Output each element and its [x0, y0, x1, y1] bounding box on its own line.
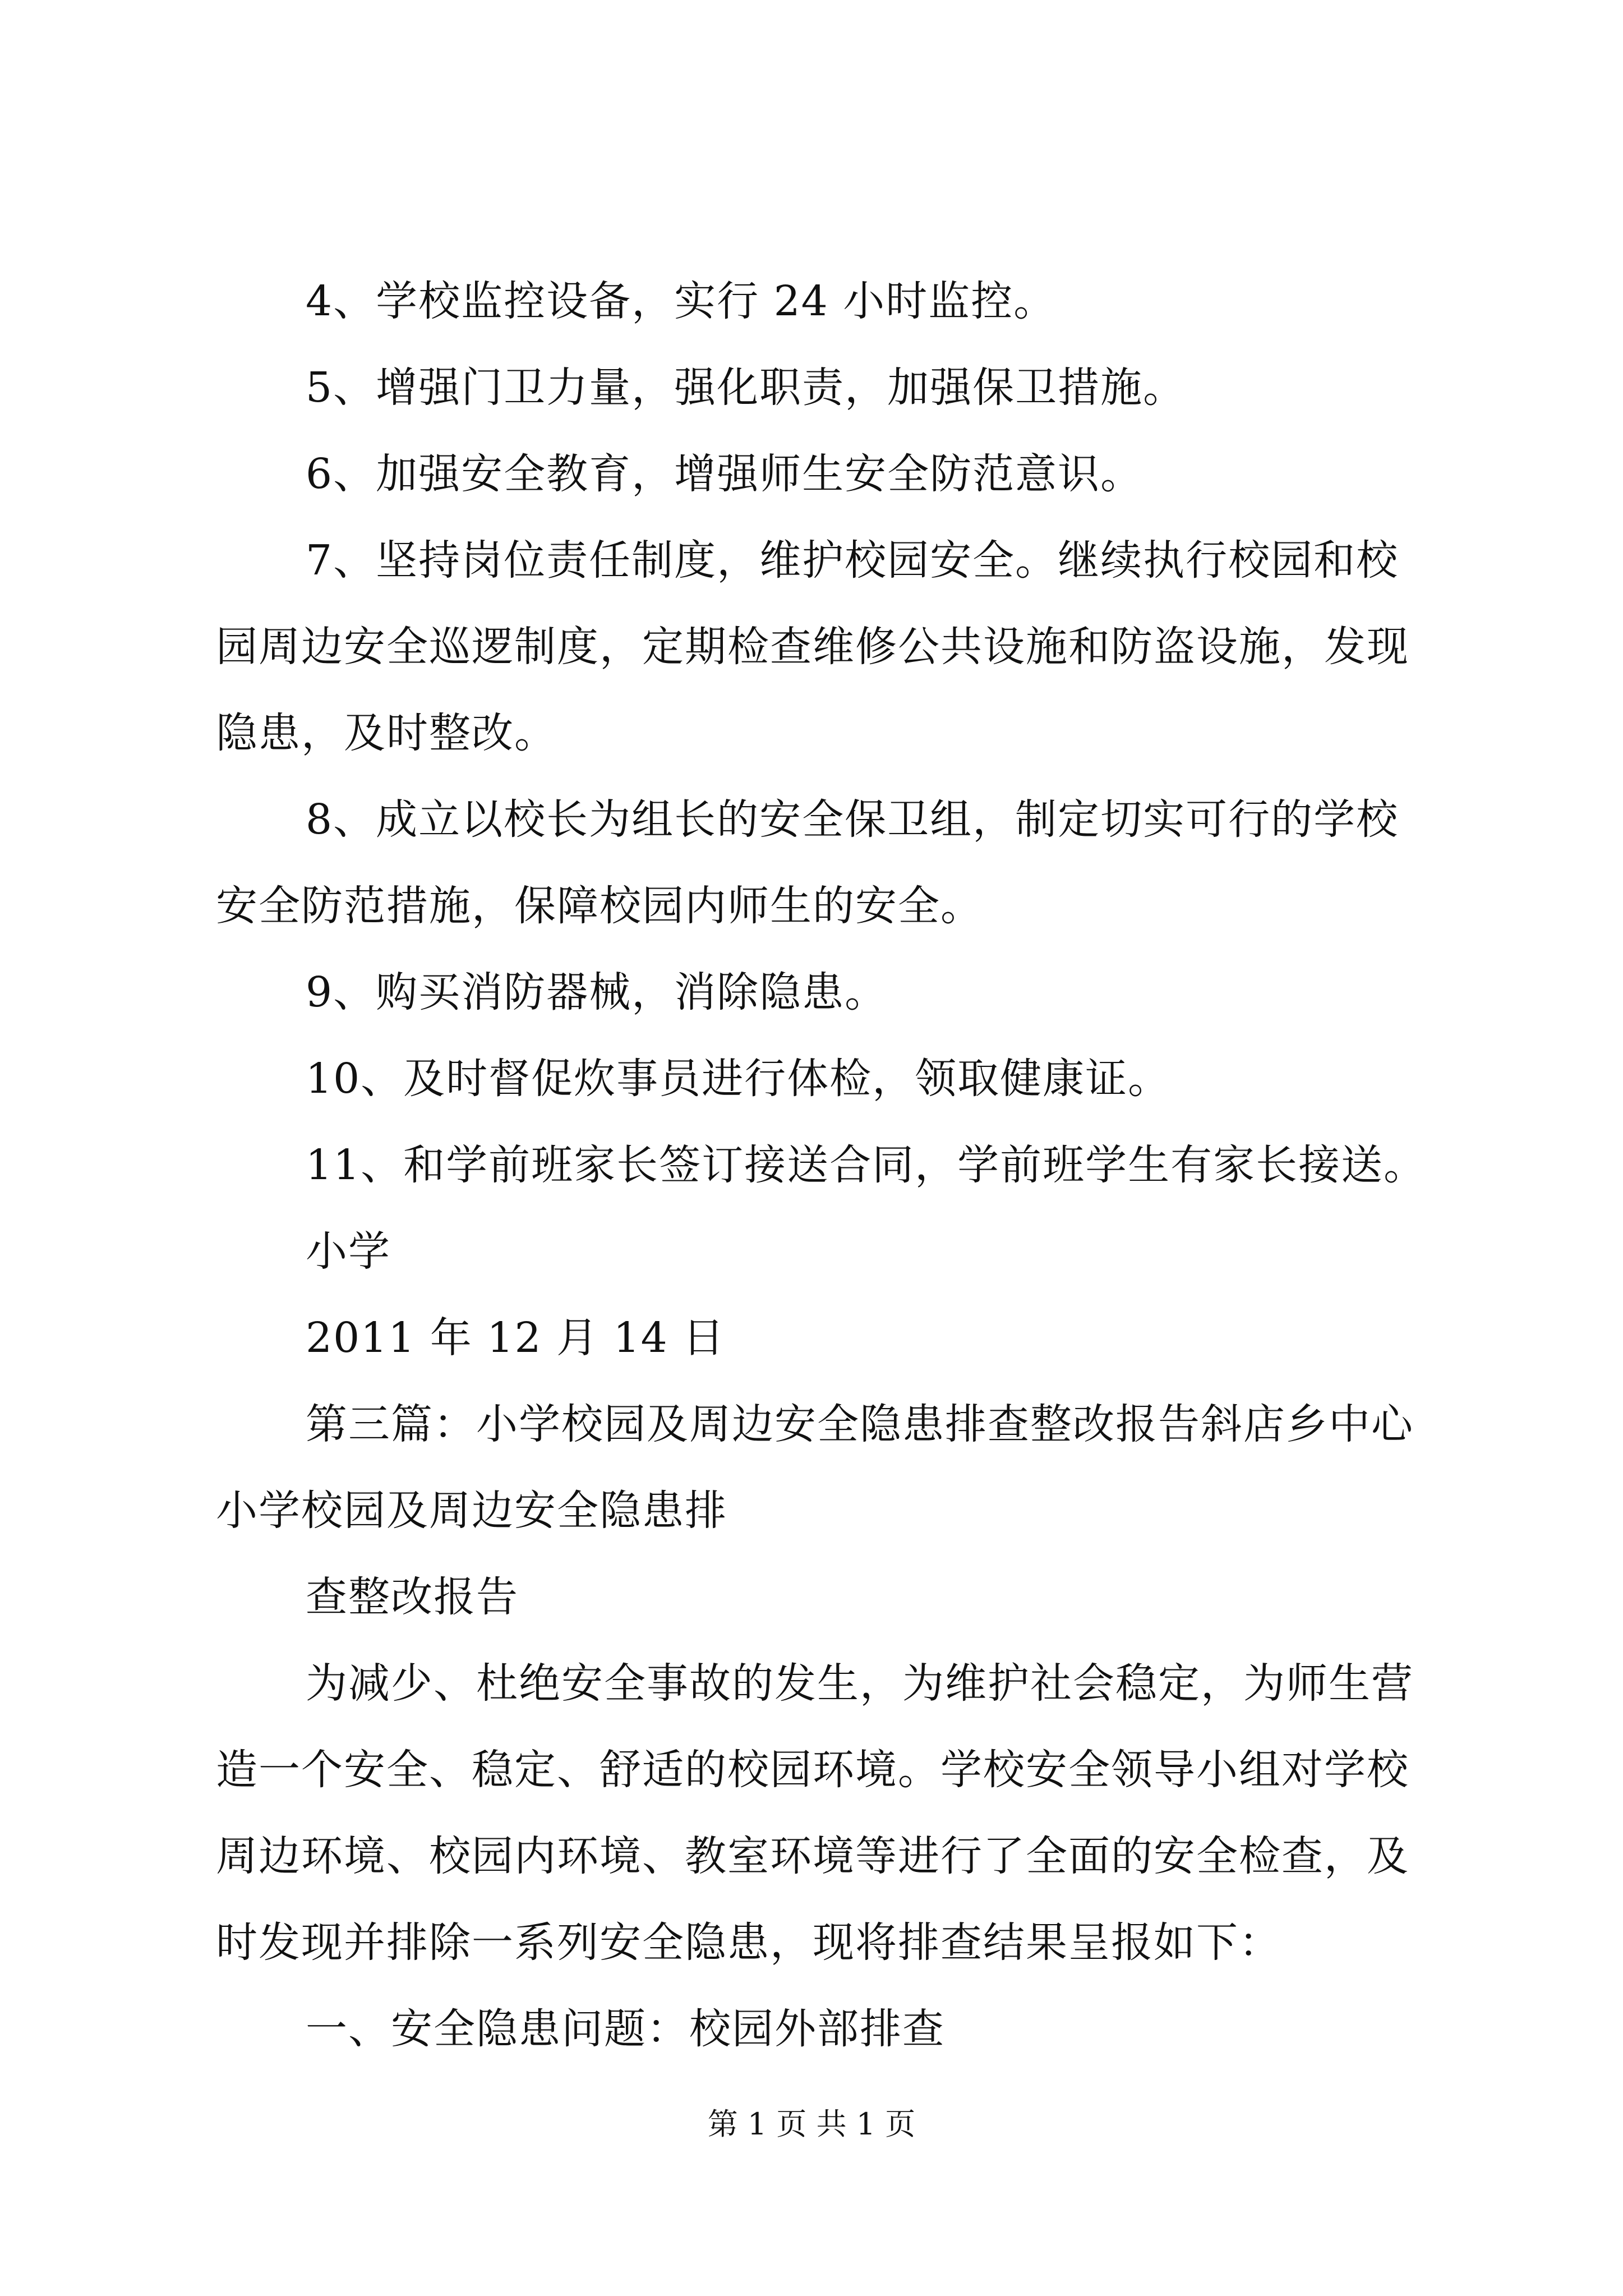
- item-7-line-2: 园周边安全巡逻制度，定期检查维修公共设施和防盗设施，发现: [216, 623, 1409, 671]
- item-9: 9、购买消防器械，消除隐患。: [306, 968, 888, 1016]
- item-11: 11、和学前班家长签订接送合同，学前班学生有家长接送。: [306, 1141, 1427, 1189]
- intro-paragraph-line-4: 时发现并排除一系列安全隐患，现将排查结果呈报如下：: [216, 1918, 1281, 1967]
- intro-paragraph-line-1: 为减少、杜绝安全事故的发生，为维护社会稳定，为师生营: [306, 1659, 1414, 1708]
- section-title-line-2: 小学校园及周边安全隐患排: [216, 1487, 727, 1535]
- intro-paragraph-line-3: 周边环境、校园内环境、教室环境等进行了全面的安全检查，及: [216, 1832, 1409, 1880]
- item-5: 5、增强门卫力量，强化职责，加强保卫措施。: [306, 364, 1186, 412]
- item-4: 4、学校监控设备，实行 24 小时监控。: [306, 277, 1057, 325]
- item-8-line-2: 安全防范措施，保障校园内师生的安全。: [216, 882, 983, 930]
- page-footer: 第 1 页 共 1 页: [707, 2106, 916, 2142]
- signature-date: 2011 年 12 月 14 日: [306, 1314, 726, 1362]
- item-8-line-1: 8、成立以校长为组长的安全保卫组，制定切实可行的学校: [306, 795, 1399, 844]
- item-6: 6、加强安全教育，增强师生安全防范意识。: [306, 450, 1144, 498]
- section-title-line-3: 查整改报告: [306, 1573, 519, 1621]
- subheading-external-inspection: 一、安全隐患问题：校园外部排查: [306, 2005, 945, 2053]
- signature-school: 小学: [306, 1227, 391, 1276]
- section-title-line-1: 第三篇：小学校园及周边安全隐患排查整改报告斜店乡中心: [306, 1400, 1414, 1448]
- item-7-line-3: 隐患，及时整改。: [216, 709, 557, 757]
- document-body: [216, 258, 1427, 2072]
- item-10: 10、及时督促炊事员进行体检，领取健康证。: [306, 1055, 1171, 1103]
- item-7-line-1: 7、坚持岗位责任制度，维护校园安全。继续执行校园和校: [306, 536, 1399, 585]
- intro-paragraph-line-2: 造一个安全、稳定、舒适的校园环境。学校安全领导小组对学校: [216, 1746, 1409, 1794]
